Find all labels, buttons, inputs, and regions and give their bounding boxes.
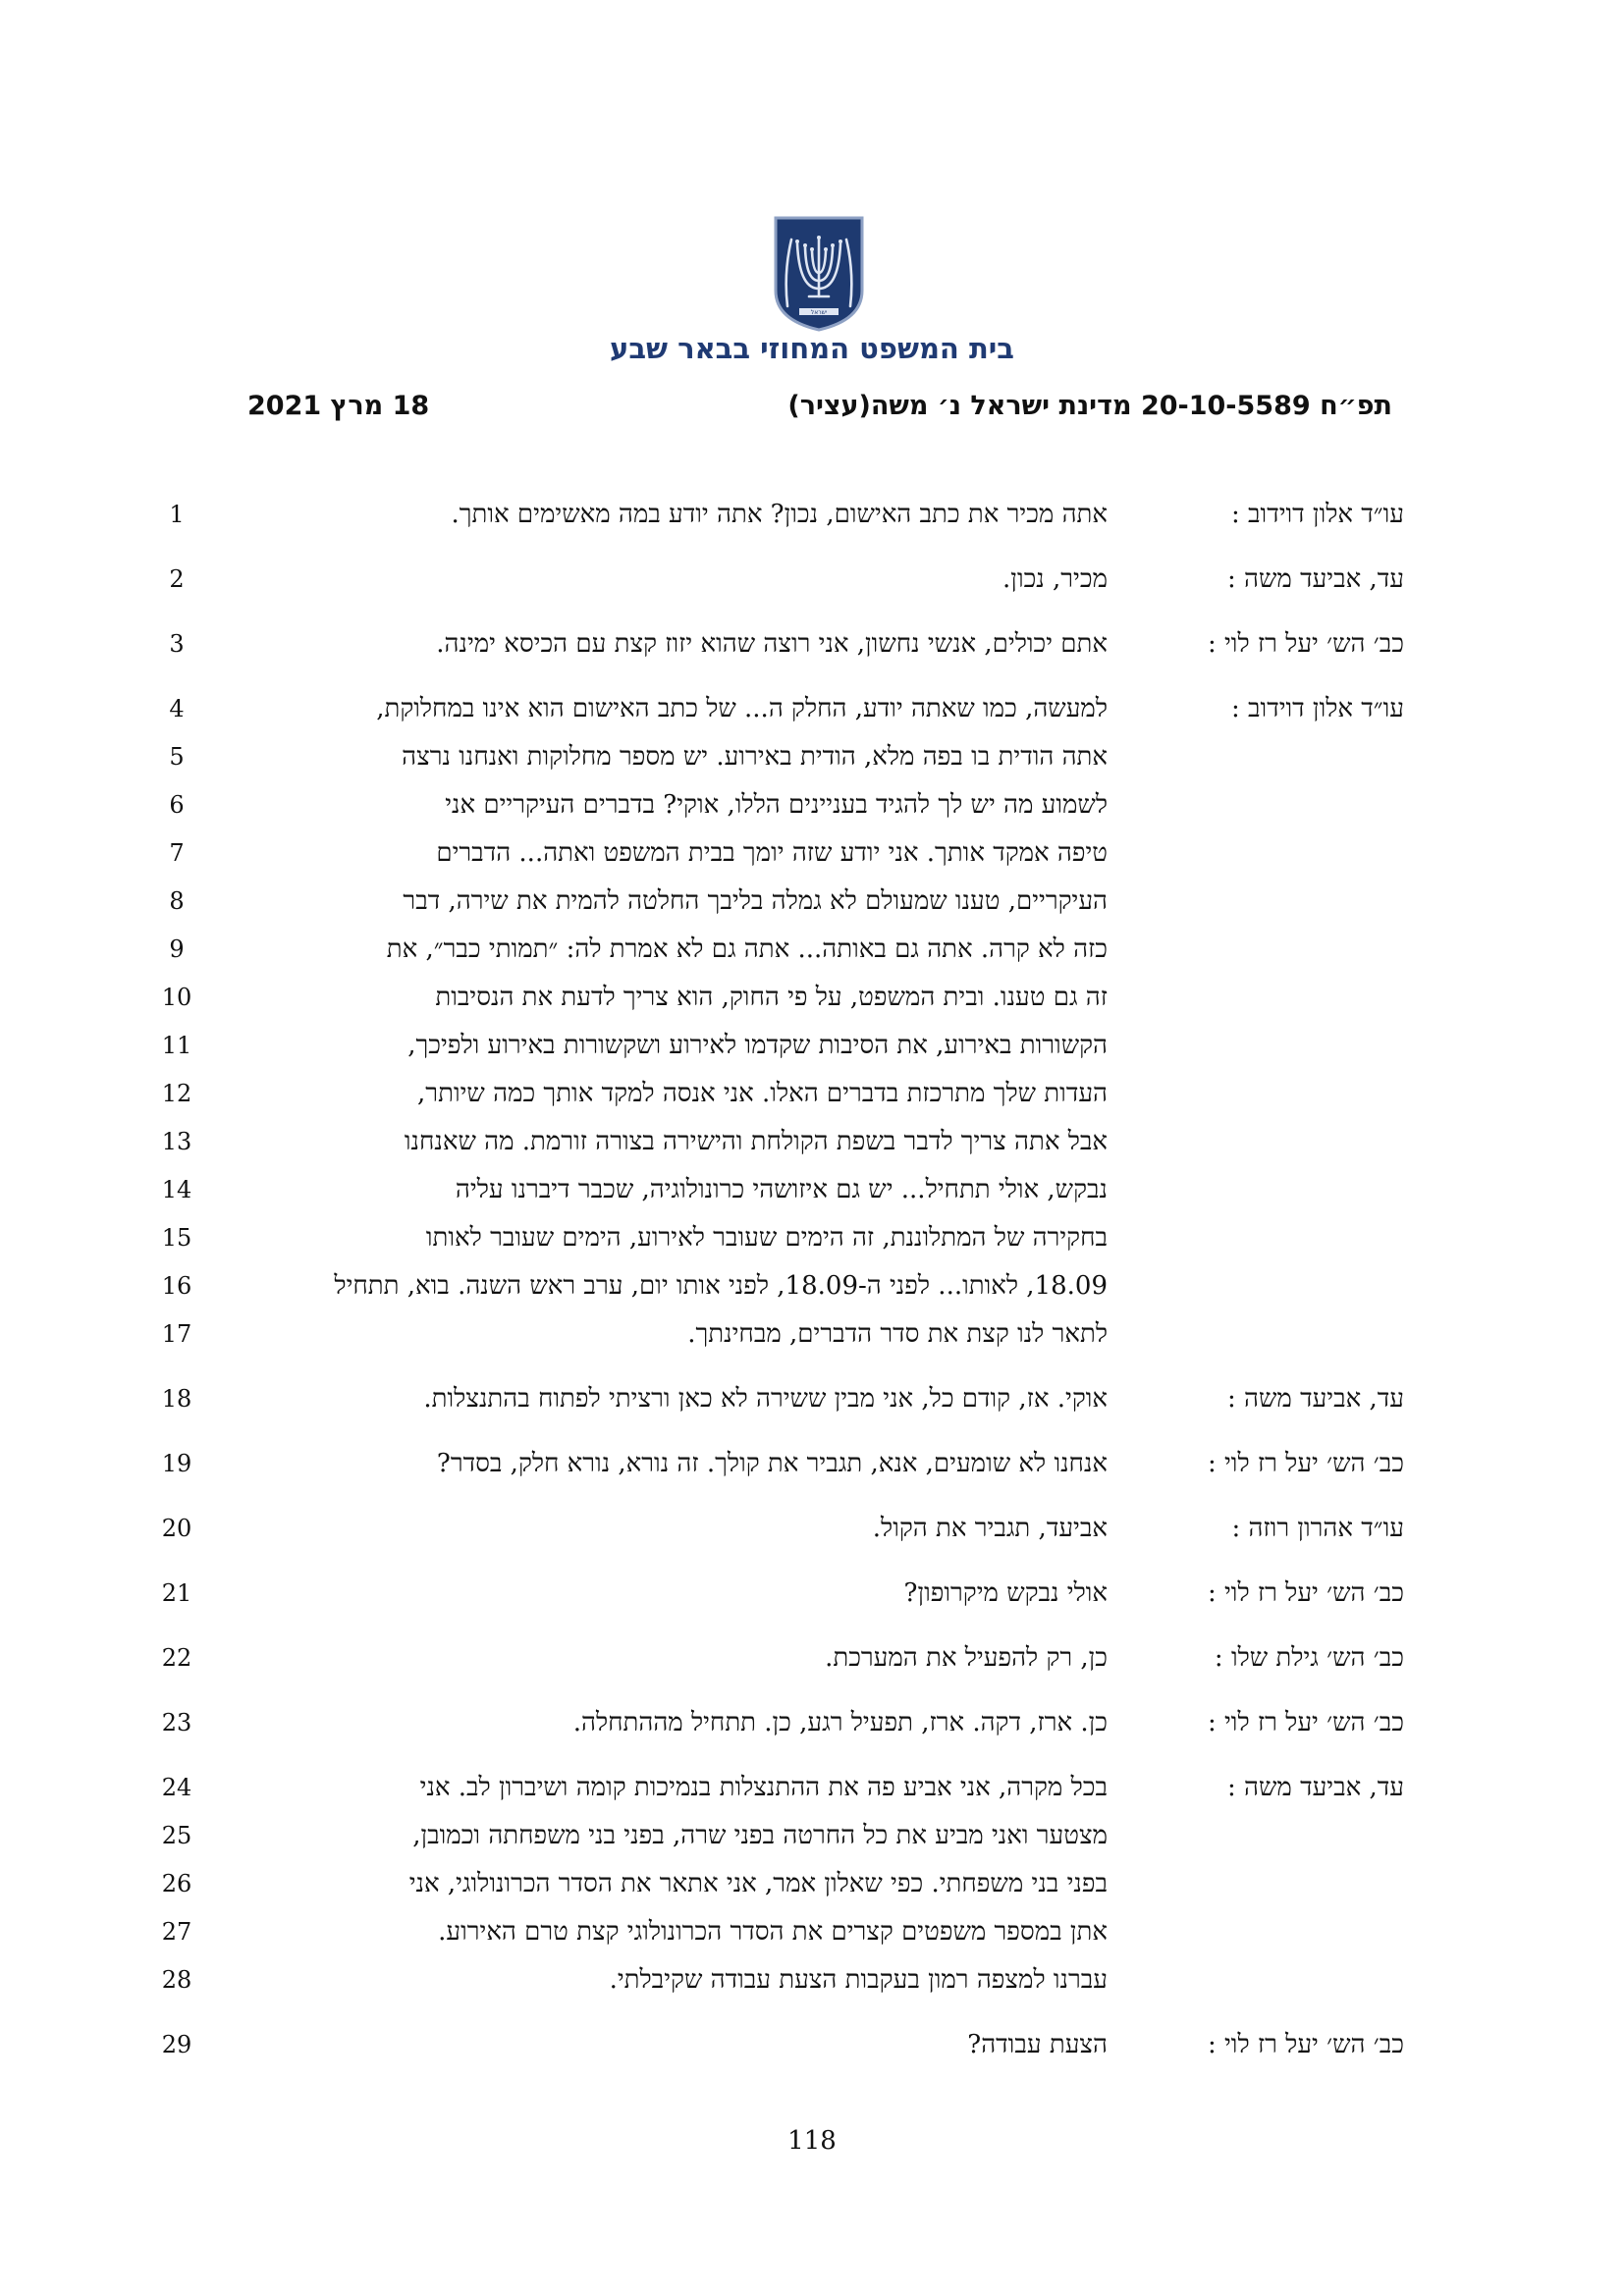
case-title: תפ״ח 20-10-5589 מדינת ישראל נ׳ משה(עציר) (787, 391, 1392, 421)
line-number: 13 (161, 1128, 192, 1155)
line-numbers (147, 1570, 206, 1618)
line-numbers (147, 1699, 206, 1747)
speech-text (302, 556, 1108, 604)
transcript-line: טיפה אמקד אותך. אני יודע שזה יומך בבית המשפט ואתה... הדברים (436, 838, 1108, 868)
line-number: 5 (169, 743, 185, 771)
line-number: 14 (161, 1176, 192, 1203)
line-number: 12 (161, 1080, 192, 1107)
transcript-line: למעשה, כמו שאתה יודע, החלק ה... של כתב האישום הוא אינו במחלוקת, (376, 694, 1108, 723)
line-number: 4 (169, 695, 185, 722)
speech-text (302, 620, 1108, 668)
line-number: 22 (161, 1644, 192, 1672)
emblem-caption: ישראל (810, 309, 828, 316)
transcript-line: נבקש, אולי תתחיל... יש גם איזושהי כרונולוגיה, שכבר דיברנו עליה (455, 1175, 1108, 1204)
transcript-line: לשמוע מה יש לך להגיד בעניינים הללו, אוקי? בדברים העיקריים אני (445, 790, 1108, 820)
transcript-line: זה גם טענו. ובית המשפט, על פי החוק, הוא צריך לדעת את הנסיבות (435, 983, 1108, 1012)
line-number: 21 (161, 1579, 192, 1607)
transcript-line: אבל אתה צריך לדבר בשפת הקולחת והישירה בצורה זורמת. מה שאנחנו (404, 1127, 1108, 1156)
transcript-line: אתה הודית בו בפה מלא, הודית באירוע. יש מספר מחלוקות ואנחנו נרצה (402, 742, 1108, 772)
line-numbers (147, 491, 206, 539)
line-number: 1 (169, 501, 185, 528)
line-numbers (147, 1440, 206, 1488)
line-numbers (147, 1375, 206, 1423)
page-number: 118 (787, 2126, 837, 2156)
line-number: 6 (169, 791, 185, 819)
transcript-line: העדות שלך מתרכזת בדברים האלו. אני אנסה למקד אותך כמה שיותר, (417, 1079, 1108, 1108)
line-number: 7 (169, 839, 185, 867)
line-number: 26 (161, 1870, 192, 1897)
speaker-name: כב׳ הש׳ יעל רז לוי : (1207, 1449, 1404, 1478)
line-number: 9 (169, 935, 185, 963)
line-number: 19 (161, 1450, 192, 1477)
transcript-line: כזה לא קרה. אתה גם באותה... אתה גם לא אמרת לה: ״תמותי כבר״, את (386, 934, 1108, 964)
line-number: 11 (161, 1032, 192, 1059)
transcript-line: בפני בני משפחתי. כפי שאלון אמר, אני אתאר את הסדר הכרונולוגי, אני (408, 1869, 1108, 1898)
line-number: 23 (161, 1709, 192, 1736)
transcript-line: עברנו למצפה רמון בעקבות הצעת עבודה שקיבלתי. (609, 1965, 1108, 1995)
speaker-name: עד, אביעד משה : (1227, 1773, 1404, 1802)
speaker-name: כב׳ הש׳ יעל רז לוי : (1207, 1578, 1404, 1608)
line-number: 29 (161, 2031, 192, 2058)
speaker-name: עו״ד אהרון רוזה : (1231, 1514, 1404, 1543)
speech-text (302, 1375, 1108, 1423)
transcript-line: אוקי. אז, קודם כל, אני מבין ששירה לא כאן ורציתי לפתוח בהתנצלות. (423, 1384, 1108, 1414)
transcript-line: לתאר לנו קצת את סדר הדברים, מבחינתך. (687, 1319, 1108, 1349)
transcript-line: אנחנו לא שומעים, אנא, תגביר את קולך. זה נורא, נורא חלק, בסדר? (436, 1449, 1108, 1478)
line-numbers (147, 685, 206, 1359)
line-numbers (147, 1764, 206, 2004)
speaker-name: עד, אביעד משה : (1227, 564, 1404, 594)
line-number: 25 (161, 1822, 192, 1849)
line-number: 15 (161, 1224, 192, 1252)
line-number: 17 (161, 1320, 192, 1348)
line-number: 10 (161, 984, 192, 1011)
speech-text (302, 491, 1108, 539)
speaker-name: כב׳ הש׳ יעל רז לוי : (1207, 629, 1404, 659)
line-number: 28 (161, 1966, 192, 1994)
transcript-line: אתם יכולים, אנשי נחשון, אני רוצה שהוא יזוז קצת עם הכיסא ימינה. (436, 629, 1108, 659)
transcript-line: אתה מכיר את כתב האישום, נכון? אתה יודע במה מאשימים אותך. (451, 500, 1108, 529)
speech-text (302, 2021, 1108, 2069)
court-name: בית המשפט המחוזי בבאר שבע (610, 332, 1014, 365)
speaker-name: עו״ד אלון דוידוב : (1230, 500, 1404, 529)
transcript-line: כן, רק להפעיל את המערכת. (825, 1643, 1108, 1673)
line-numbers (147, 556, 206, 604)
transcript-line: מכיר, נכון. (1002, 564, 1108, 594)
line-numbers (147, 2021, 206, 2069)
line-number: 2 (169, 565, 185, 593)
speech-text (302, 685, 1108, 1359)
speech-text (302, 1699, 1108, 1747)
transcript-line: אתן במספר משפטים קצרים את הסדר הכרונולוגי קצת טרם האירוע. (438, 1917, 1108, 1947)
speaker-name: עו״ד אלון דוידוב : (1230, 694, 1404, 723)
line-number: 20 (161, 1515, 192, 1542)
line-number: 3 (169, 630, 185, 658)
speech-text (302, 1764, 1108, 2004)
line-number: 18 (161, 1385, 192, 1413)
transcript-line: הצעת עבודה? (967, 2030, 1108, 2059)
line-number: 8 (169, 887, 185, 915)
speaker-name: כב׳ הש׳ גילת שלו : (1214, 1643, 1404, 1673)
transcript-line: העיקריים, טענו שמעולם לא גמלה בליבך החלטה להמית את שירה, דבר (403, 886, 1108, 916)
speech-text (302, 1440, 1108, 1488)
transcript-line: אולי נבקש מיקרופון? (903, 1578, 1108, 1608)
transcript-line: 18.09, לאותו... לפני ה-18.09, לפני אותו יום, ערב ראש השנה. בוא, תתחיל (334, 1271, 1108, 1301)
line-number: 24 (161, 1774, 192, 1801)
speaker-name: עד, אביעד משה : (1227, 1384, 1404, 1414)
transcript-line: כן. ארז, דקה. ארז, תפעיל רגע, כן. תתחיל מההתחלה. (572, 1708, 1108, 1737)
speaker-name: כב׳ הש׳ יעל רז לוי : (1207, 1708, 1404, 1737)
transcript-line: בכל מקרה, אני אביע פה את ההתנצלות בנמיכות קומה ושיברון לב. אני (419, 1773, 1108, 1802)
transcript-line: מצטער ואני מביע את כל החרטה בפני שרה, בפני בני משפחתה וכמובן, (412, 1821, 1108, 1850)
speaker-name: כב׳ הש׳ יעל רז לוי : (1207, 2030, 1404, 2059)
line-number: 16 (161, 1272, 192, 1300)
line-numbers (147, 1505, 206, 1553)
line-numbers (147, 620, 206, 668)
speech-text (302, 1570, 1108, 1618)
speech-text (302, 1634, 1108, 1682)
transcript-line: הקשורות באירוע, את הסיבות שקדמו לאירוע ושקשורות באירוע ולפיכך, (407, 1031, 1108, 1060)
transcript-line: בחקירה של המתלוננת, זה הימים שעובר לאירוע, הימים שעובר לאותו (425, 1223, 1108, 1253)
line-numbers (147, 1634, 206, 1682)
line-number: 27 (161, 1918, 192, 1946)
transcript-line: אביעד, תגביר את הקול. (872, 1514, 1108, 1543)
speech-text (302, 1505, 1108, 1553)
hearing-date: 18 מרץ 2021 (247, 391, 430, 421)
